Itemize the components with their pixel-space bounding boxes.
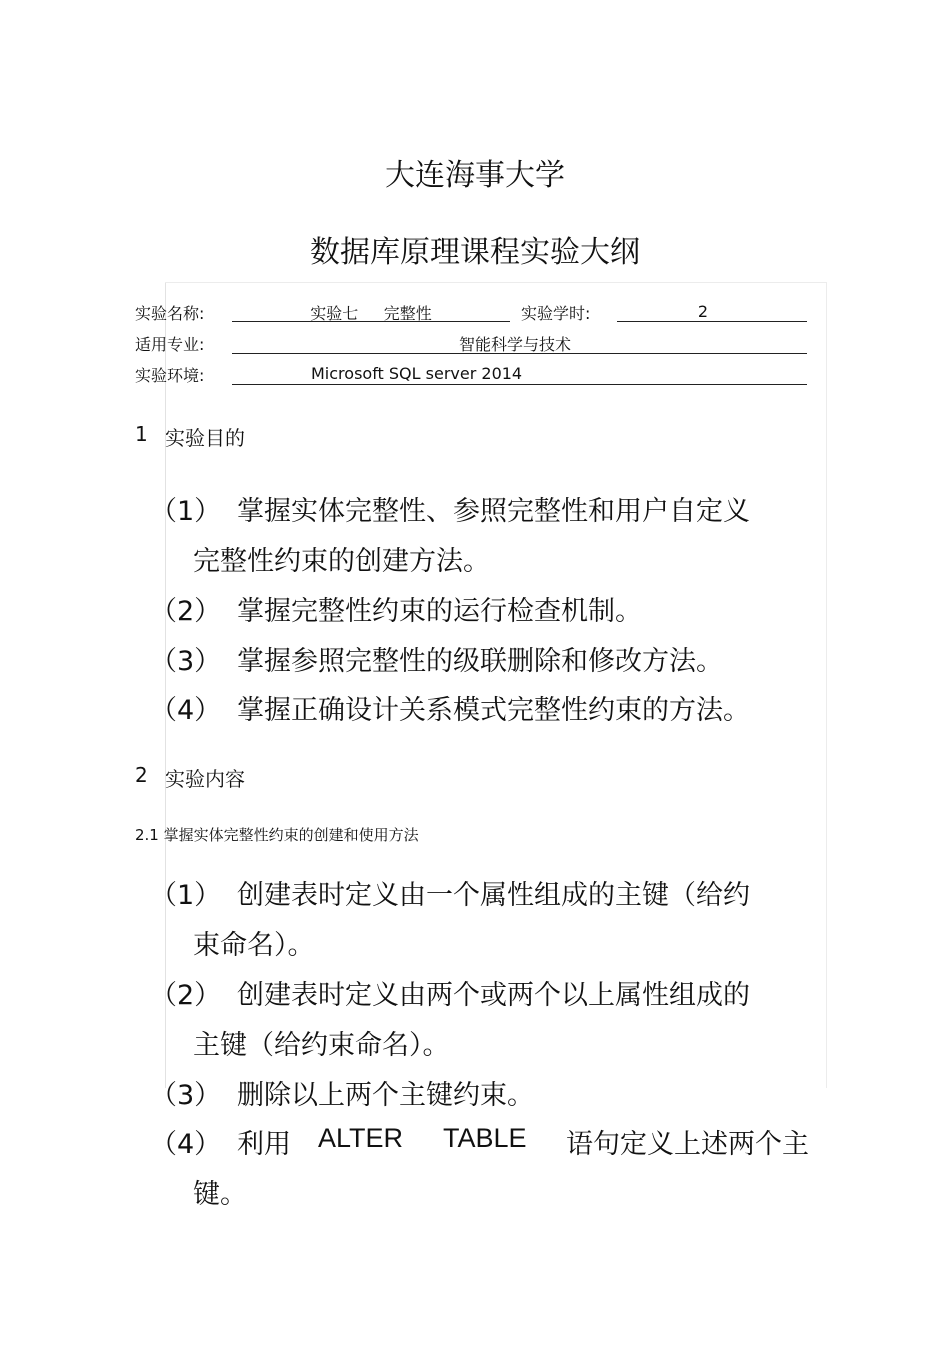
s1-item4-text: 掌握正确设计关系模式完整性约束的方法。: [237, 695, 750, 726]
s2-item1-num: （1）: [150, 880, 222, 911]
section2-title: 实验内容: [165, 767, 245, 791]
s2-item4-word-use: 利用: [237, 1129, 291, 1160]
s1-item1-cont: 完整性约束的创建方法。: [193, 546, 490, 577]
s1-item3-num: （3）: [150, 646, 222, 677]
major-value: 智能科学与技术: [458, 335, 571, 354]
s2-item3-text: 删除以上两个主键约束。: [237, 1080, 534, 1111]
s1-item1-text: 掌握实体完整性、参照完整性和用户自定义: [237, 496, 750, 527]
s1-item2-text: 掌握完整性约束的运行检查机制。: [237, 596, 642, 627]
s2-item4-cont: 键。: [193, 1179, 247, 1210]
university-title: 大连海事大学: [385, 158, 565, 193]
s2-item1-cont: 束命名）。: [193, 930, 315, 961]
s2-item2-text: 创建表时定义由两个或两个以上属性组成的: [237, 980, 750, 1011]
s2-item4-word-alter: ALTER: [318, 1123, 404, 1153]
s2-item4-text-rest: 语句定义上述两个主: [566, 1129, 809, 1160]
s1-item4-num: （4）: [150, 695, 222, 726]
s2-item2-num: （2）: [150, 980, 222, 1011]
exp-name-label: 实验名称:: [135, 304, 205, 323]
hours-value: 2: [697, 302, 709, 321]
env-underline: [232, 383, 807, 385]
env-label: 实验环境:: [135, 366, 205, 385]
exp-name-value: 实验七 完整性: [310, 304, 432, 323]
s2-item2-cont: 主键（给约束命名）。: [193, 1030, 450, 1061]
hours-label: 实验学时:: [521, 304, 591, 323]
section1-title: 实验目的: [165, 426, 245, 450]
section2-number: 2: [135, 763, 148, 787]
course-title: 数据库原理课程实验大纲: [310, 235, 640, 270]
s2-item4-word-table: TABLE: [443, 1123, 527, 1153]
page-frame-left: [165, 283, 166, 1088]
major-label: 适用专业:: [135, 335, 205, 354]
s2-item1-text: 创建表时定义由一个属性组成的主键（给约: [237, 880, 750, 911]
s1-item3-text: 掌握参照完整性的级联删除和修改方法。: [237, 646, 723, 677]
subsection-2-1-title: 2.1 掌握实体完整性约束的创建和使用方法: [135, 826, 419, 844]
env-value: Microsoft SQL server 2014: [311, 364, 523, 383]
s2-item3-num: （3）: [150, 1080, 222, 1111]
section1-number: 1: [135, 422, 148, 446]
s2-item4-num: （4）: [150, 1129, 222, 1160]
s1-item2-num: （2）: [150, 596, 222, 627]
page-frame-right: [826, 283, 827, 1088]
page-frame-top: [165, 282, 827, 283]
s1-item1-num: （1）: [150, 496, 222, 527]
